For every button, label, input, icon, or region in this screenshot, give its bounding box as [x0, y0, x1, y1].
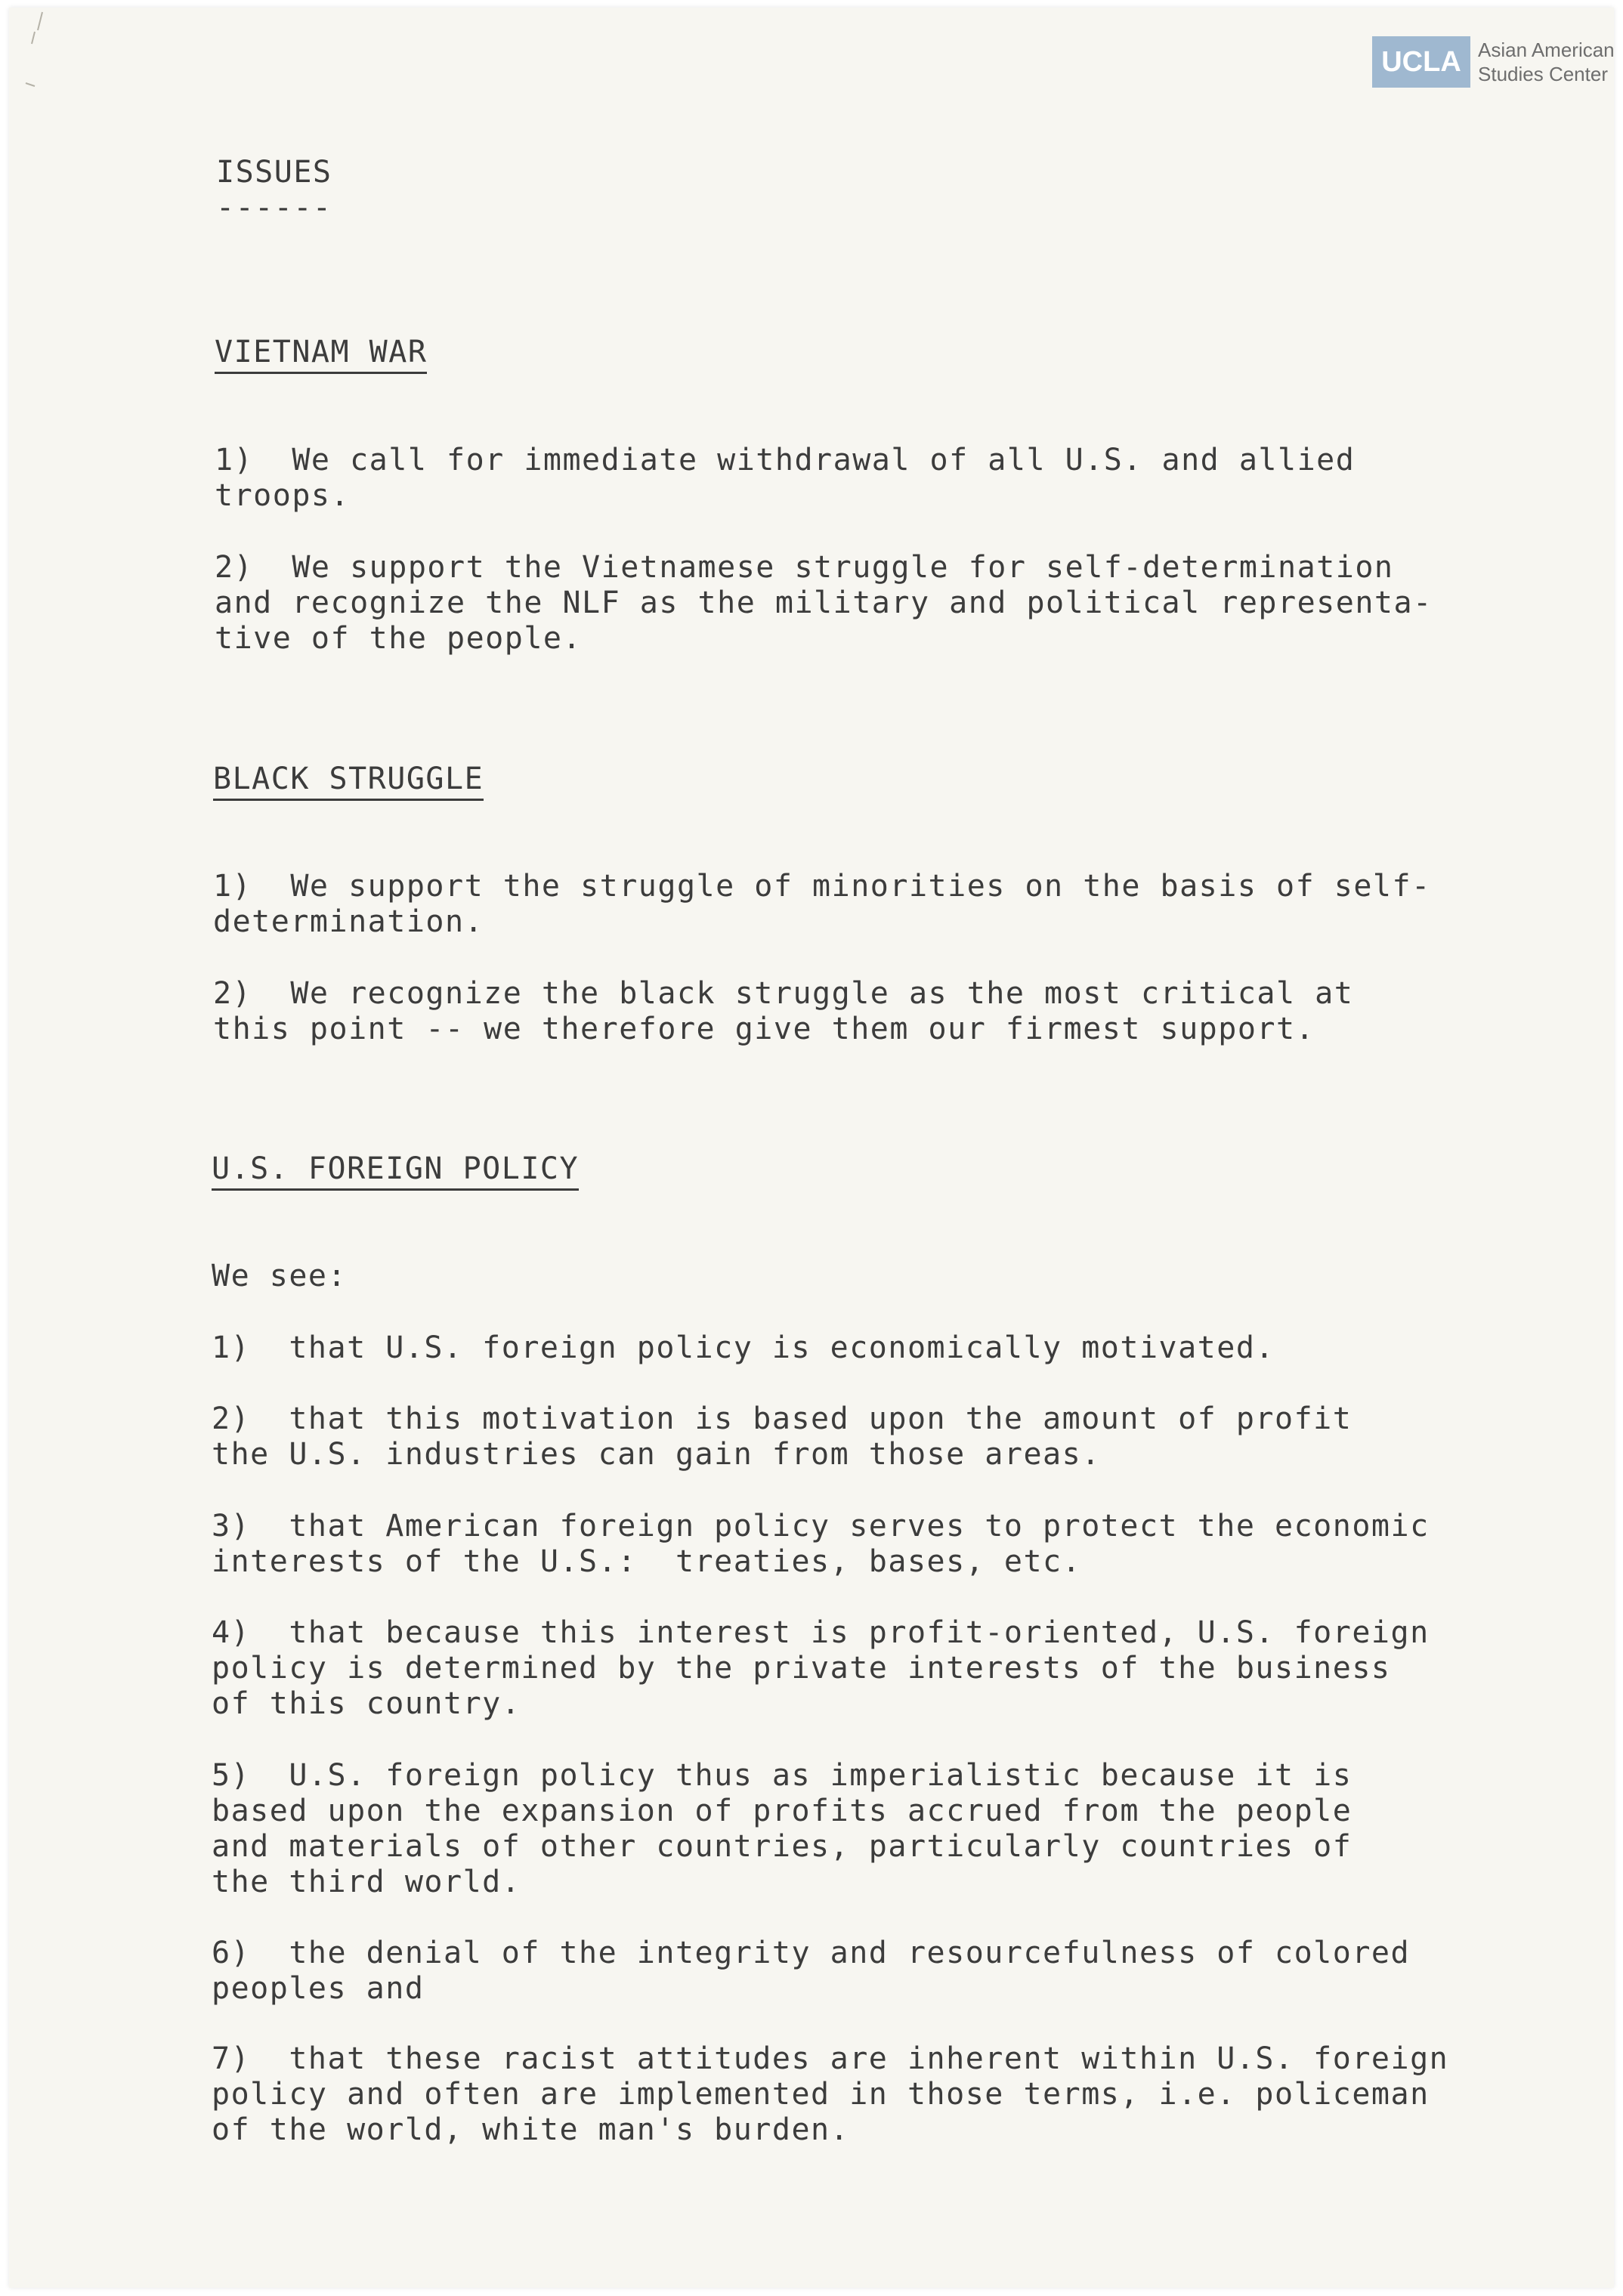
foreign-policy-item-4: 4) that because this interest is profit-oriented, U.S. foreign policy is determined by the private interests of the business of this country.	[212, 1615, 1430, 1721]
vietnam-item-1: 1) We call for immediate withdrawal of all U.S. and allied troops.	[215, 443, 1356, 513]
foreign-policy-item-2: 2) that this motivation is based upon the amount of profit the U.S. industries can gain from those areas.	[212, 1401, 1352, 1472]
asian-american-studies-center-label: Asian American Studies Center	[1478, 39, 1615, 85]
ucla-logo-badge: UCLA	[1372, 36, 1470, 88]
black-struggle-item-2: 2) We recognize the black struggle as the most critical at this point -- we therefore give them our firmest support.	[213, 976, 1354, 1046]
title-underline-dashes: ------	[216, 190, 332, 225]
foreign-policy-item-1: 1) that U.S. foreign policy is economically motivated.	[212, 1330, 1275, 1365]
section-heading-us-foreign-policy: U.S. FOREIGN POLICY	[212, 1151, 579, 1191]
foreign-policy-intro: We see:	[212, 1259, 348, 1293]
foreign-policy-item-7: 7) that these racist attitudes are inherent within U.S. foreign policy and often are implemented in those terms, i.e. policeman of the world, white man's burden.	[212, 2041, 1449, 2147]
corner-staple-mark	[12, 8, 57, 98]
foreign-policy-item-3: 3) that American foreign policy serves to protect the economic interests of the U.S.: treaties, bases, etc.	[212, 1509, 1430, 1579]
section-heading-vietnam-war: VIETNAM WAR	[215, 335, 427, 374]
black-struggle-item-1: 1) We support the struggle of minorities on the basis of self- determination.	[213, 869, 1431, 939]
vietnam-item-2: 2) We support the Vietnamese struggle for self-determination and recognize the NLF as the military and political representa- tive of the people.	[215, 550, 1433, 656]
page-title: ISSUES	[216, 155, 332, 190]
foreign-policy-item-5: 5) U.S. foreign policy thus as imperialistic because it is based upon the expansion of profits accrued from the people and materials of other countries, particularly countries of the third world.	[212, 1758, 1352, 1899]
section-heading-black-struggle: BLACK STRUGGLE	[213, 762, 484, 801]
foreign-policy-item-6: 6) the denial of the integrity and resourcefulness of colored peoples and	[212, 1936, 1411, 2006]
